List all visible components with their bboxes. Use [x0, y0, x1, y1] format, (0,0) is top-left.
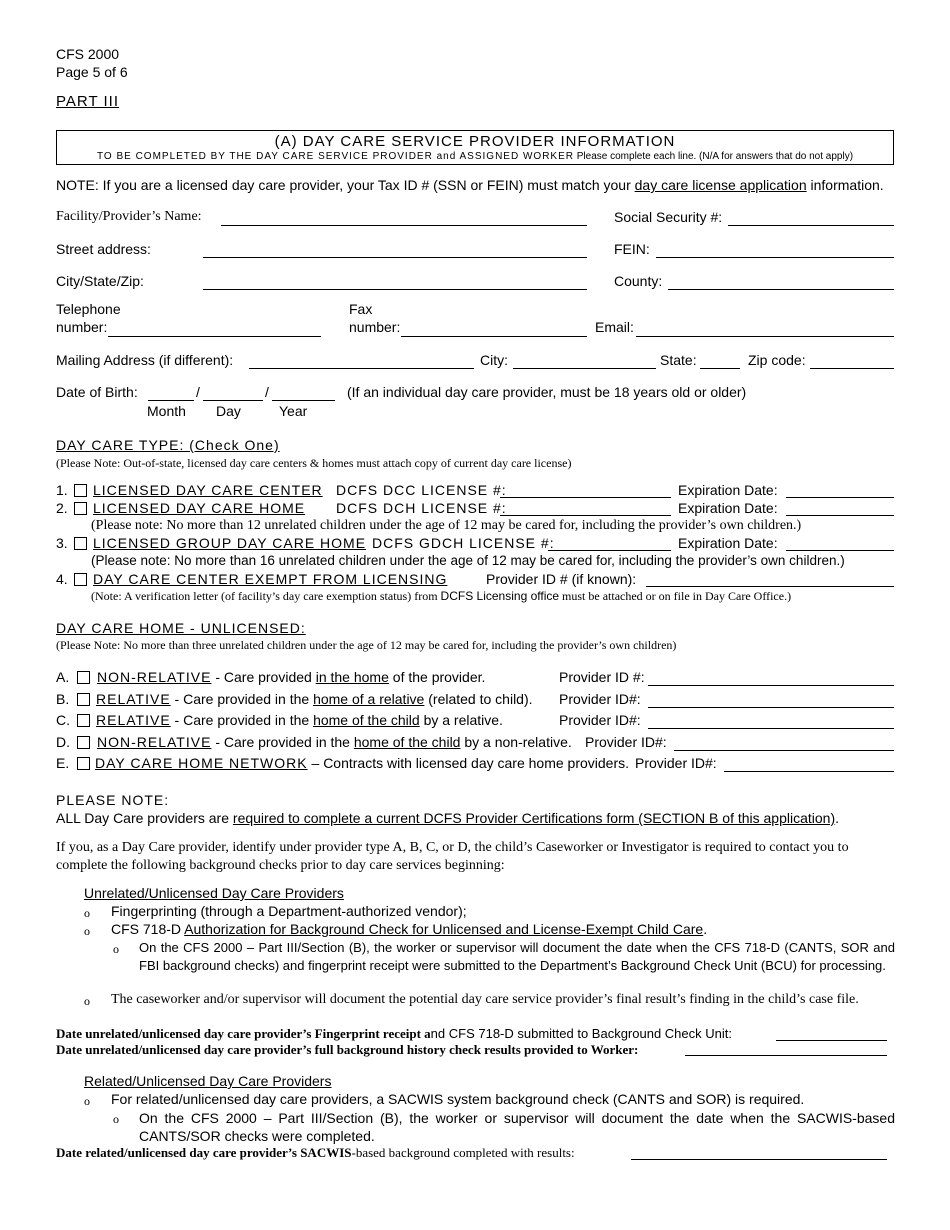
note-prefix: NOTE: If you are a licensed day care provider, your Tax ID # (SSN or FEIN) must match your — [56, 177, 635, 193]
city-field[interactable] — [513, 368, 656, 369]
unlic-e-label: DAY CARE HOME NETWORK — [95, 755, 308, 771]
fein-label: FEIN: — [614, 241, 650, 257]
dob-label: Date of Birth: — [56, 384, 138, 400]
ssn-field[interactable] — [728, 225, 894, 226]
related-date — [56, 1145, 575, 1161]
fein-field[interactable] — [656, 257, 894, 258]
unlic-c-t1: - Care provided in the — [170, 712, 314, 728]
unrelated-date-2: Date unrelated/unlicensed day care provider’s full background history check results provided to Worker: — [56, 1042, 639, 1057]
unlic-d-t1: - Care provided in the — [211, 734, 354, 750]
type-1-exp-label: Expiration Date: — [678, 482, 778, 498]
related-sub-bullet-1: On the CFS 2000 – Part III/Section (B), the worker or supervisor will document the date when the SACWIS-based CANTS/SOR checks were completed. — [139, 1110, 895, 1144]
type-3-label: LICENSED GROUP DAY CARE HOME — [93, 535, 367, 551]
type-4-note-c: must be attached or on file in Day Care Office.) — [559, 589, 792, 603]
type-1-license-label: DCFS DCC LICENSE #: — [336, 482, 507, 498]
type-4-provider-id-label: Provider ID # (if known): — [486, 571, 637, 587]
type-3-number: 3. — [56, 535, 68, 551]
street-label: Street address: — [56, 241, 151, 257]
telephone-field[interactable] — [108, 336, 321, 337]
unlic-a-checkbox[interactable] — [77, 671, 90, 684]
related-bullet-1: For related/unlicensed day care providers, a SACWIS system background check (CANTS and SOR) is required. — [111, 1091, 805, 1107]
type-4-note-b: DCFS Licensing office — [440, 589, 560, 603]
facility-name-field[interactable] — [221, 225, 587, 226]
unlic-a-label: NON-RELATIVE — [97, 669, 212, 685]
unlic-d-checkbox[interactable] — [77, 736, 90, 749]
dob-slash-1: / — [196, 384, 200, 400]
unlic-a-provider-id-label: Provider ID #: — [559, 669, 645, 685]
unlic-a-t2: in the home — [315, 669, 389, 685]
dob-day-field[interactable] — [203, 400, 263, 401]
unrelated-date-1-a: Date unrelated/unlicensed day care provider’s Fingerprint receipt a — [56, 1026, 431, 1041]
fax-field[interactable] — [401, 336, 587, 337]
dob-age-note: (If an individual day care provider, must be 18 years old or older) — [347, 384, 747, 400]
unrelated-sub-bullet-1: On the CFS 2000 – Part III/Section (B), the worker or supervisor will document the date when the CFS 718-D (CANTS, SOR and FBI background checks) and fingerprint receipt were submitted to the Department’s Background Check Unit (BCU) for processing. — [139, 940, 895, 973]
type-4-label: DAY CARE CENTER EXEMPT FROM LICENSING — [93, 571, 448, 587]
mailing-label: Mailing Address (if different): — [56, 352, 234, 368]
type-1-checkbox[interactable] — [74, 484, 87, 497]
unlic-c-t2: home of the child — [313, 712, 420, 728]
city-state-zip-label: City/State/Zip: — [56, 273, 144, 289]
county-label: County: — [614, 273, 663, 289]
dob-month-caption: Month — [147, 403, 186, 419]
unlic-c-provider-id-field[interactable] — [648, 728, 894, 729]
unlic-d-label: NON-RELATIVE — [97, 734, 212, 750]
type-2-number: 2. — [56, 500, 68, 516]
unlic-e-letter: E. — [56, 755, 70, 771]
bullet-icon: o — [84, 924, 90, 938]
bullet-icon: o — [113, 1112, 119, 1126]
unrelated-date-1-field[interactable] — [776, 1040, 887, 1041]
email-field[interactable] — [636, 336, 894, 337]
section-a-subtitle-rest: Please complete each line. (N/A for answers that do not apply) — [576, 151, 854, 162]
unlic-d-text — [97, 734, 572, 750]
type-3-exp-field[interactable] — [786, 550, 894, 551]
type-2-license-field[interactable] — [500, 515, 671, 516]
unlic-e-provider-id-field[interactable] — [724, 771, 894, 772]
city-state-zip-field[interactable] — [203, 289, 587, 290]
unrelated-bullet-2 — [111, 921, 707, 937]
unlic-c-provider-id-label: Provider ID#: — [559, 712, 641, 728]
county-field[interactable] — [668, 289, 894, 290]
state-field[interactable] — [700, 368, 740, 369]
unlic-b-t1: - Care provided in the — [170, 691, 314, 707]
type-1-license-field[interactable] — [500, 497, 671, 498]
unlicensed-heading: DAY CARE HOME - UNLICENSED: — [56, 620, 306, 636]
street-field[interactable] — [203, 257, 587, 258]
unrelated-b2-a: CFS 718-D — [111, 921, 185, 937]
please-note-line-a: ALL Day Care providers are — [56, 810, 233, 826]
unlic-b-t2: home of a relative — [313, 691, 425, 707]
unlic-b-label: RELATIVE — [96, 691, 171, 707]
unlic-c-text — [96, 712, 503, 728]
note-license-link: day care license application — [634, 177, 807, 193]
unrelated-b2-link: Authorization for Background Check for Unlicensed and License-Exempt Child Care — [184, 921, 704, 937]
bullet-icon: o — [84, 906, 90, 920]
unlic-a-t3: of the provider. — [388, 669, 486, 685]
unlic-e-t1: – Contracts with licensed day care home providers. — [307, 755, 629, 771]
unlic-c-t3: by a relative. — [419, 712, 503, 728]
type-2-checkbox[interactable] — [74, 502, 87, 515]
related-heading: Related/Unlicensed Day Care Providers — [84, 1073, 332, 1089]
day-care-type-note: (Please Note: Out-of-state, licensed day care centers & homes must attach copy of current day care license) — [56, 456, 572, 470]
dob-day-caption: Day — [216, 403, 241, 419]
bullet-icon: o — [84, 994, 90, 1008]
dob-slash-2: / — [265, 384, 269, 400]
unlic-b-text — [96, 691, 533, 707]
unlic-d-t2: home of the child — [353, 734, 461, 750]
type-2-exp-field[interactable] — [786, 515, 894, 516]
facility-name-label: Facility/Provider’s Name: — [56, 209, 202, 224]
please-note-line — [56, 810, 839, 826]
note-suffix: information. — [806, 177, 884, 193]
fax-label-line1: Fax — [349, 301, 373, 317]
unlic-b-provider-id-label: Provider ID#: — [559, 691, 641, 707]
unlic-a-provider-id-field[interactable] — [648, 685, 894, 686]
type-3-license-field[interactable] — [548, 550, 671, 551]
dob-month-field[interactable] — [148, 400, 194, 401]
please-note-certifications-link: required to complete a current DCFS Provider Certifications form (SECTION B of this application) — [232, 810, 836, 826]
dob-year-caption: Year — [279, 403, 308, 419]
city-label: City: — [480, 352, 508, 368]
bullet-icon: o — [84, 1094, 90, 1108]
background-check-paragraph: If you, as a Day Care provider, identify under provider type A, B, C, or D, the child’s Caseworker or Investigator is required to contact you to complete the following background checks prior to day care services beginning: — [56, 840, 849, 873]
mailing-field[interactable] — [249, 368, 474, 369]
unlic-b-letter: B. — [56, 691, 70, 707]
related-date-a: Date related/unlicensed day care provider’s SACWIS — [56, 1145, 352, 1160]
zip-label: Zip code: — [748, 352, 806, 368]
form-id: CFS 2000 — [56, 46, 120, 62]
type-1-exp-field[interactable] — [786, 497, 894, 498]
type-4-number: 4. — [56, 571, 68, 587]
unlic-c-letter: C. — [56, 712, 70, 728]
unrelated-bullet-1: Fingerprinting (through a Department-authorized vendor); — [111, 903, 467, 919]
unlic-d-t3: by a non-relative. — [460, 734, 572, 750]
unlic-b-t3: (related to child). — [424, 691, 533, 707]
type-4-note-a: (Note: A verification letter (of facility’s day care exemption status) from — [91, 589, 441, 603]
type-3-note: (Please note: No more than 16 unrelated children under the age of 12 may be cared for, including the provider’s own children.) — [91, 553, 845, 568]
unlic-d-provider-id-field[interactable] — [674, 750, 894, 751]
unlicensed-note: (Please Note: No more than three unrelated children under the age of 12 may be cared for, including the provider’s own children) — [56, 638, 677, 652]
type-3-checkbox[interactable] — [74, 537, 87, 550]
type-3-license-label: DCFS GDCH LICENSE #: — [372, 535, 555, 551]
unlic-d-letter: D. — [56, 734, 70, 750]
type-2-note: (Please note: No more than 12 unrelated children under the age of 12 may be cared for, including the provider’s own children.) — [91, 518, 802, 533]
section-a-title: (A) DAY CARE SERVICE PROVIDER INFORMATION — [274, 133, 676, 150]
day-care-type-heading: DAY CARE TYPE: (Check One) — [56, 437, 280, 453]
related-date-b: -based background completed with results: — [351, 1145, 575, 1160]
fax-label-line2: number: — [349, 319, 401, 335]
unlic-b-checkbox[interactable] — [77, 693, 90, 706]
type-2-label: LICENSED DAY CARE HOME — [93, 500, 306, 516]
unlic-e-text — [95, 755, 629, 771]
unlic-c-label: RELATIVE — [96, 712, 171, 728]
unlic-a-letter: A. — [56, 669, 70, 685]
type-4-checkbox[interactable] — [74, 573, 87, 586]
unrelated-date-1 — [56, 1026, 732, 1042]
section-a-subtitle-caps: TO BE COMPLETED BY THE DAY CARE SERVICE PROVIDER and ASSIGNED WORKER — [96, 151, 574, 162]
tax-id-note — [56, 177, 884, 193]
type-2-exp-label: Expiration Date: — [678, 500, 778, 516]
unlic-d-provider-id-label: Provider ID#: — [585, 734, 667, 750]
unrelated-heading: Unrelated/Unlicensed Day Care Providers — [84, 885, 344, 901]
unlic-e-provider-id-label: Provider ID#: — [635, 755, 717, 771]
ssn-label: Social Security #: — [614, 209, 723, 225]
type-3-exp-label: Expiration Date: — [678, 535, 778, 551]
unlic-a-text — [97, 669, 485, 685]
unlic-c-checkbox[interactable] — [77, 714, 90, 727]
please-note-heading: PLEASE NOTE: — [56, 792, 170, 808]
unlic-a-t1: - Care provided — [211, 669, 316, 685]
unrelated-date-2-field[interactable] — [685, 1055, 887, 1056]
type-4-note — [91, 589, 791, 604]
please-note-line-end: . — [835, 810, 840, 826]
type-1-number: 1. — [56, 482, 68, 498]
email-label: Email: — [595, 319, 634, 335]
unrelated-bullet-3: The caseworker and/or supervisor will document the potential day care service provider’s final result’s finding in the child’s case file. — [111, 992, 859, 1007]
type-4-provider-id-field[interactable] — [646, 586, 894, 587]
state-label: State: — [660, 352, 697, 368]
page-number: Page 5 of 6 — [56, 64, 128, 80]
zip-field[interactable] — [810, 368, 894, 369]
unlic-b-provider-id-field[interactable] — [648, 707, 894, 708]
related-date-field[interactable] — [631, 1159, 887, 1160]
bullet-icon: o — [113, 942, 119, 956]
telephone-label-line1: Telephone — [56, 301, 121, 317]
unlic-e-checkbox[interactable] — [77, 757, 90, 770]
unrelated-b2-end: . — [703, 921, 708, 937]
part-title: PART III — [56, 93, 120, 110]
dob-year-field[interactable] — [272, 400, 335, 401]
type-1-label: LICENSED DAY CARE CENTER — [93, 482, 323, 498]
type-2-license-label: DCFS DCH LICENSE #: — [336, 500, 507, 516]
section-a-box — [56, 130, 894, 165]
telephone-label-line2: number: — [56, 319, 108, 335]
unrelated-date-1-b: nd CFS 718-D submitted to Background Check Unit: — [430, 1026, 732, 1041]
